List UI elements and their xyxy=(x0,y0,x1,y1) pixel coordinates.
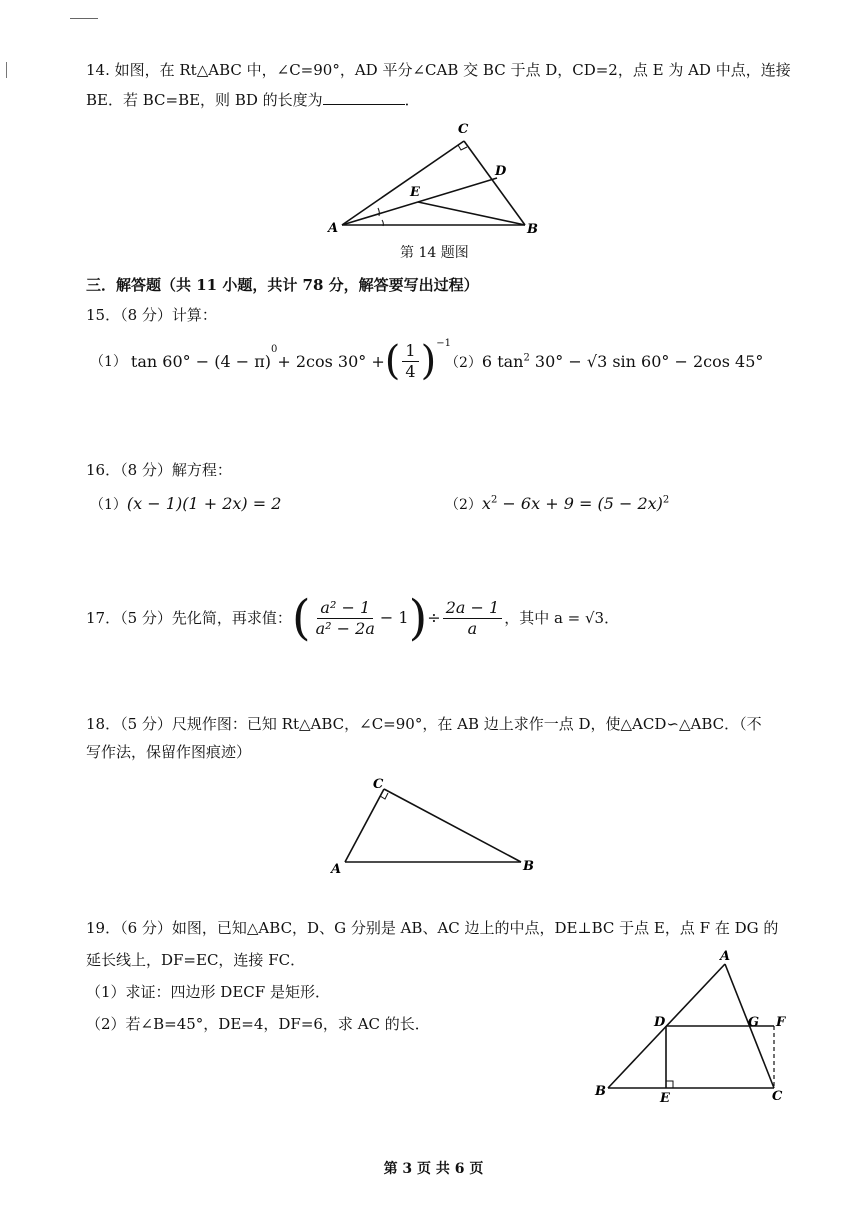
q15-frac-num: 1 xyxy=(402,341,418,362)
q18-side-ac xyxy=(345,789,384,862)
q19-label-a: A xyxy=(720,950,731,964)
q17-paren-left: ( xyxy=(291,590,311,646)
q17-fraction-1 xyxy=(313,598,378,639)
q18-side-cb xyxy=(384,789,521,862)
page-footer: 第 3 页 共 6 页 xyxy=(383,1161,484,1177)
q15-part2-expr-b: 30° − √3 sin 60° − 2cos 45° xyxy=(529,352,764,371)
q19-line2: 延长线上，DF=EC，连接 FC． xyxy=(86,951,306,969)
q17-paren-right: ) xyxy=(408,590,428,646)
q15-part2-label: （2） xyxy=(445,355,482,371)
q17-divide: ÷ xyxy=(427,608,441,627)
q15-paren-left: ( xyxy=(384,338,401,384)
q14-segment-be xyxy=(418,202,525,225)
q19-label-f: F xyxy=(776,1015,786,1030)
q14-side-ac xyxy=(342,141,464,225)
q14-side-cb xyxy=(464,141,525,225)
q17-den1: a² − 2a xyxy=(315,618,375,638)
q18-label-b: B xyxy=(523,859,534,874)
q14-label-c: C xyxy=(458,122,469,137)
scan-mark-left xyxy=(6,62,7,78)
q16-part2-exp-a: 2 xyxy=(490,494,498,506)
q15-part1-exp: −1 xyxy=(436,338,451,349)
q19-figure xyxy=(590,950,795,1105)
q14-label-b: B xyxy=(527,222,538,237)
q16-part1-expr: (x − 1)(1 + 2x) = 2 xyxy=(126,494,282,513)
q19-part2: （2）若∠B=45°，DE=4，DF=6，求 AC 的长． xyxy=(86,1015,430,1033)
q17-num1: a² − 1 xyxy=(317,598,373,619)
q14-figure xyxy=(320,118,550,242)
q14-label-d: D xyxy=(495,164,507,179)
q14-label-e: E xyxy=(410,185,420,200)
q15-part1-expr-b: + 2cos 30° + xyxy=(277,351,385,371)
q18-figure xyxy=(325,770,545,880)
q17-minus-one: − 1 xyxy=(379,608,409,627)
q16-part2-expr-b: − 6x + 9 = (5 − 2x) xyxy=(497,494,663,513)
q14-label-a: A xyxy=(328,221,339,236)
q14-right-angle-mark xyxy=(458,145,467,150)
q17-num2: 2a − 1 xyxy=(443,598,502,619)
q19-label-e: E xyxy=(660,1091,670,1105)
q16-heading: 16．（8 分）解方程： xyxy=(86,461,232,479)
q15-heading: 15．（8 分）计算： xyxy=(86,306,217,324)
q14-line1: 14. 如图，在 Rt△ABC 中，∠C=90°，AD 平分∠CAB 交 BC 于点 D，CD=2，点 E 为 AD 中点，连接 xyxy=(86,61,791,79)
q15-part2 xyxy=(445,352,763,372)
q15-part2-expr-a: 6 tan xyxy=(481,352,524,371)
q18-label-c: C xyxy=(373,777,384,792)
q14-line2 xyxy=(86,90,420,110)
q18-label-a: A xyxy=(331,862,342,877)
q14-answer-blank[interactable] xyxy=(323,90,405,105)
q15-part1-label: （1） xyxy=(90,354,127,370)
q15-paren-right: ) xyxy=(420,338,437,384)
q16-part1-label: （1） xyxy=(90,497,127,513)
q15-fraction xyxy=(402,341,418,382)
q17 xyxy=(86,592,619,644)
q19-right-angle-mark xyxy=(666,1081,673,1088)
q19-label-g: G xyxy=(748,1015,760,1030)
section-title: 三．解答题（共 11 小题，共计 78 分，解答要写出过程） xyxy=(86,276,479,294)
q14-line2-text: BE．若 BC=BE，则 BD 的长度为 xyxy=(86,91,323,109)
q19-label-c: C xyxy=(772,1089,783,1104)
q16-part2-label: （2） xyxy=(445,497,482,513)
q14-line2-end: ． xyxy=(404,91,420,109)
q15-frac-den: 4 xyxy=(405,361,416,381)
q16-part2 xyxy=(445,494,669,514)
q14-caption: 第 14 题图 xyxy=(400,245,469,261)
q17-den2: a xyxy=(467,618,478,638)
q18-line2: 写作法，保留作图痕迹） xyxy=(86,743,252,761)
q17-prefix: 17．（5 分）先化简，再求值： xyxy=(86,609,292,627)
q19-line1: 19．（6 分）如图，已知△ABC，D、G 分别是 AB、AC 边上的中点，DE⊥BC 于点 E，点 F 在 DG 的 xyxy=(86,919,779,937)
q17-suffix: ，其中 a = √3． xyxy=(504,609,620,627)
q16-part2-exp-b: 2 xyxy=(662,494,670,506)
q18-line1: 18．（5 分）尺规作图：已知 Rt△ABC，∠C=90°，在 AB 边上求作一点 D，使△ACD∽△ABC．（不 xyxy=(86,715,762,733)
q17-fraction-2 xyxy=(443,598,502,639)
q15-part1 xyxy=(90,338,451,384)
q19-label-b: B xyxy=(595,1084,606,1099)
scan-mark-top xyxy=(70,18,98,19)
q16-part1 xyxy=(90,494,281,514)
q19-label-d: D xyxy=(654,1015,666,1030)
q16-part2-expr-a: x xyxy=(481,494,491,513)
q19-part1: （1）求证：四边形 DECF 是矩形． xyxy=(86,983,330,1001)
q15-part1-exp0: 0 xyxy=(270,344,278,355)
q15-part1-expr-a: tan 60° − (4 − π) xyxy=(130,351,271,371)
q15-part2-exp: 2 xyxy=(523,352,530,364)
